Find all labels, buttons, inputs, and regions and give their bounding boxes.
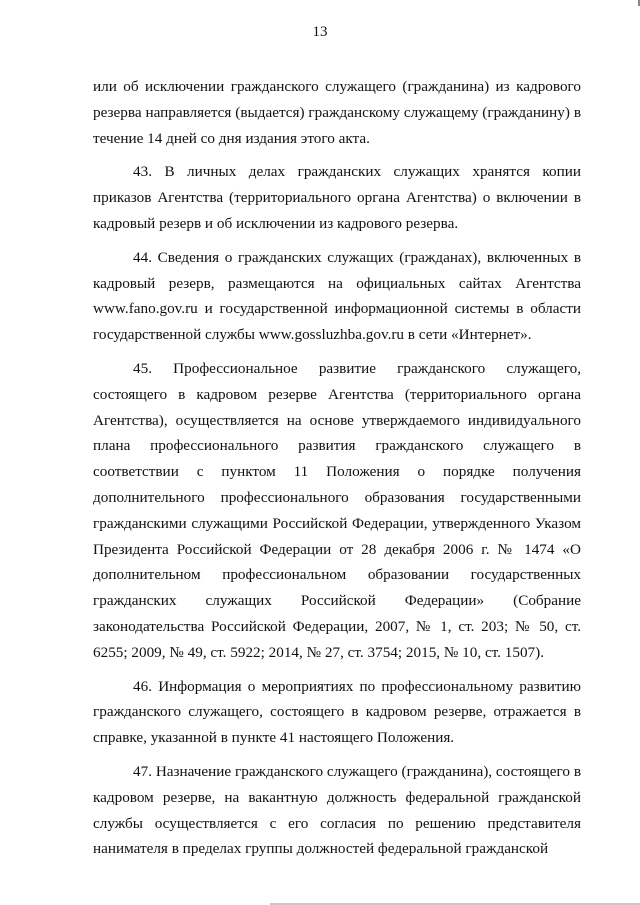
paragraph-continuation: или об исключении гражданского служащего (гражданина) из кадрового резерва направляется (выдается) гражданскому служащему (гражданину) в течение 14 дней со дня издания этого акта.	[93, 78, 581, 147]
paragraph-46: 46. Информация о мероприятиях по профессиональному развитию гражданского служащего, состоящего в кадровом резерве, отражается в справке, указанной в пункте 41 настоящего Положения.	[93, 677, 581, 747]
paragraph-45: 45. Профессиональное развитие гражданского служащего, состоящего в кадровом резерве Агентства (территориального органа Агентства), осуществляется на основе утверждаемого индивидуального плана профессионального развития гражданского служащего в соответствии с пунктом 11 Положения о порядке получения дополнительного профессионального образования государственными гражданскими служащими Российской Федерации, утвержденного Указом Президента Российской Федерации от 28 декабря 2006 г. № 1474 «О дополнительном профессиональном образовании государственных гражданских служащих Российской Федерации» (Собрание законодательства Российской Федерации, 2007, № 1, ст. 203; № 50, ст. 6255; 2009, № 49, ст. 5922; 2014, № 27, ст. 3754; 2015, № 10, ст. 1507).	[93, 359, 581, 661]
paragraph-43: 43. В личных делах гражданских служащих хранятся копии приказов Агентства (территориального органа Агентства) о включении в кадровый резерв и об исключении из кадрового резерва.	[93, 163, 581, 232]
paragraph-47: 47. Назначение гражданского служащего (гражданина), состоящего в кадровом резерве, на вакантную должность федеральной гражданской службы осуществляется с его согласия по решению представителя нанимателя в пределах группы должностей федеральной гражданской	[93, 762, 581, 858]
paragraph-44: 44. Сведения о гражданских служащих (гражданах), включенных в кадровый резерв, размещаются на официальных сайтах Агентства www.fano.gov.ru и государственной информационной системы в области государственной службы www.gossluzhba.gov.ru в сети «Интернет».	[93, 248, 581, 344]
document-body	[93, 74, 581, 870]
page-number: 13	[312, 24, 328, 40]
